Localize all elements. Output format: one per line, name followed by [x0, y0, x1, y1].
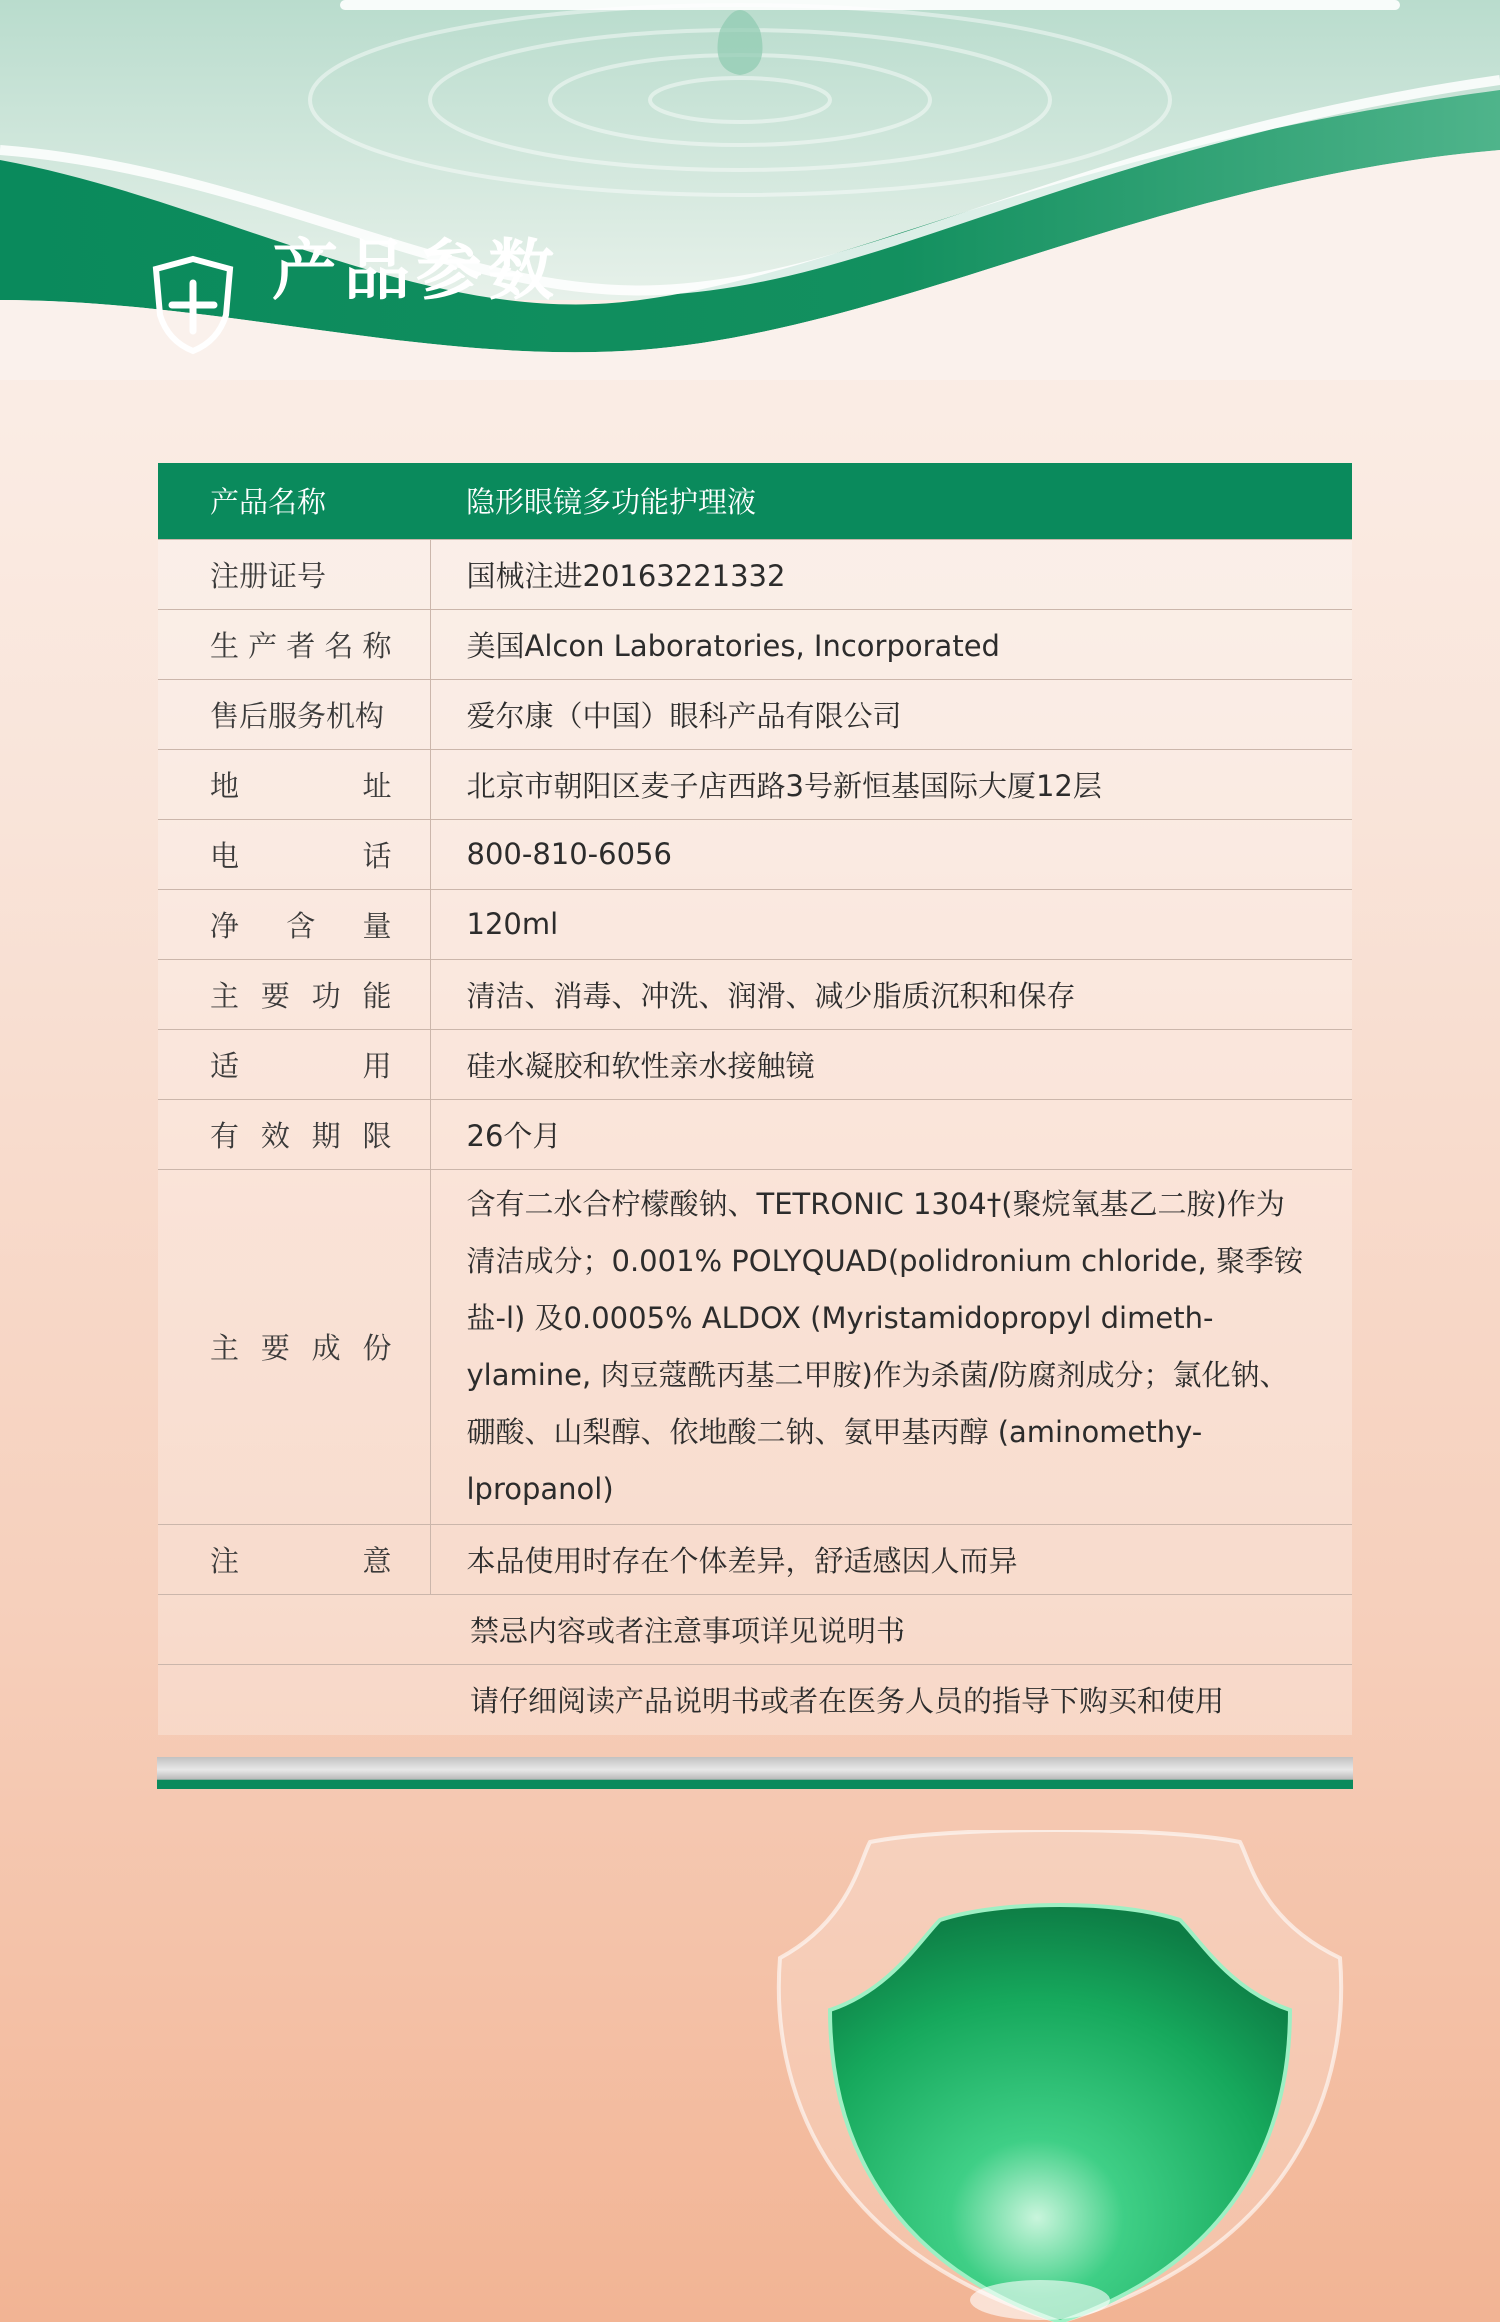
table-row-ingredients [158, 1169, 1352, 1524]
row-value: 国械注进20163221332 [430, 539, 1352, 609]
product-params-table [158, 463, 1352, 1735]
row-label: 注册证号 [158, 539, 430, 609]
row-value: 爱尔康（中国）眼科产品有限公司 [430, 679, 1352, 749]
row-label: 有效期限 [158, 1099, 430, 1169]
table-row [158, 959, 1352, 1029]
row-value: 含有二水合柠檬酸钠、TETRONIC 1304†(聚烷氧基乙二胺)作为清洁成分；0.001% POLYQUAD(polidronium chloride, 聚季铵盐-l) 及0.0005% ALDOX (Myristamidopropyl dimeth-ylamine, 肉豆蔻酰丙基二甲胺)作为杀菌/防腐剂成分；氯化钠、硼酸、山梨醇、依地酸二钠、氨甲基丙醇 (aminomethy-lpropanol) [430, 1169, 1352, 1524]
table-row [158, 749, 1352, 819]
row-label: 生产者名称 [158, 609, 430, 679]
row-value: 美国Alcon Laboratories, Incorporated [430, 609, 1352, 679]
row-label: 适用 [158, 1029, 430, 1099]
table-row [158, 889, 1352, 959]
row-label: 净含量 [158, 889, 430, 959]
row-label: 售后服务机构 [158, 679, 430, 749]
green-shield-icon [740, 1830, 1400, 2322]
note-text: 请仔细阅读产品说明书或者在医务人员的指导下购买和使用 [158, 1664, 1352, 1735]
shield-cross-icon [148, 255, 238, 355]
row-value: 26个月 [430, 1099, 1352, 1169]
row-value: 本品使用时存在个体差异，舒适感因人而异 [430, 1524, 1352, 1594]
row-label: 地址 [158, 749, 430, 819]
table-note-row [158, 1594, 1352, 1664]
table-header-row [158, 463, 1352, 539]
table-row [158, 1099, 1352, 1169]
row-value: 硅水凝胶和软性亲水接触镜 [430, 1029, 1352, 1099]
section-title: 产品参数 [272, 232, 560, 309]
table-row [158, 679, 1352, 749]
table-bottom-bar [157, 1757, 1353, 1789]
row-label: 注意 [158, 1524, 430, 1594]
row-label: 主要成份 [158, 1169, 430, 1524]
row-label: 电话 [158, 819, 430, 889]
header-label: 产品名称 [158, 463, 430, 539]
table-row [158, 539, 1352, 609]
row-value: 800-810-6056 [430, 819, 1352, 889]
row-value: 120ml [430, 889, 1352, 959]
row-label: 主要功能 [158, 959, 430, 1029]
note-text: 禁忌内容或者注意事项详见说明书 [158, 1594, 1352, 1664]
table-row [158, 609, 1352, 679]
row-value: 清洁、消毒、冲洗、润滑、减少脂质沉积和保存 [430, 959, 1352, 1029]
table-row [158, 1029, 1352, 1099]
table-row [158, 819, 1352, 889]
row-value: 北京市朝阳区麦子店西路3号新恒基国际大厦12层 [430, 749, 1352, 819]
table-note-row [158, 1664, 1352, 1735]
header-value: 隐形眼镜多功能护理液 [430, 463, 1352, 539]
table-row [158, 1524, 1352, 1594]
